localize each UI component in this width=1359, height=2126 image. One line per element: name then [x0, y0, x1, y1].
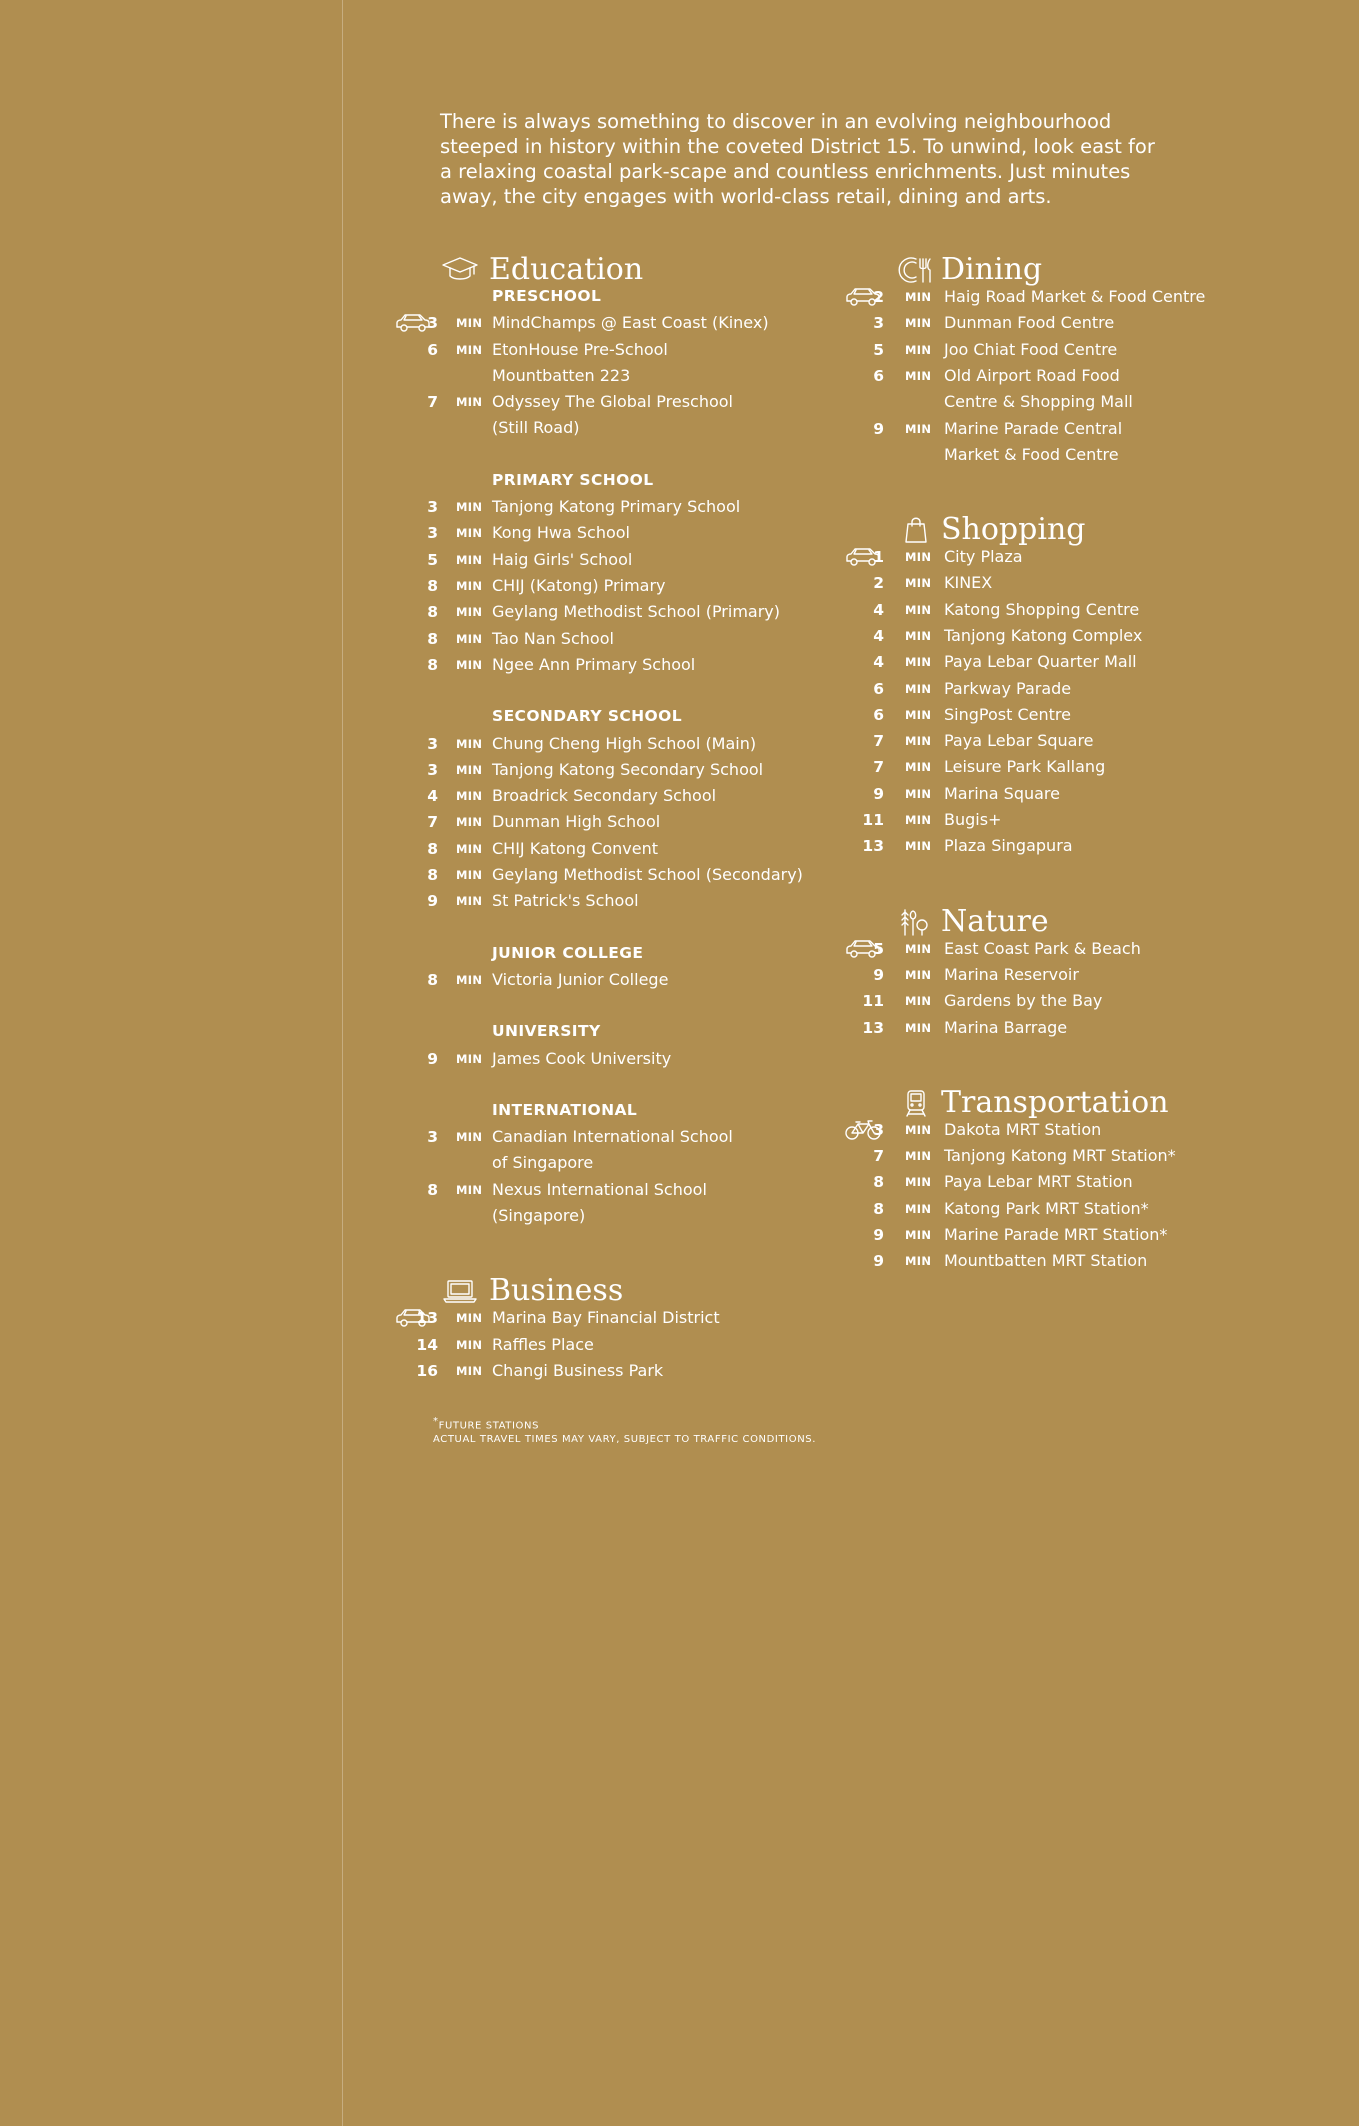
- destination-name: Marina Barrage: [944, 1017, 1068, 1037]
- destination-name: Paya Lebar Quarter Mall: [944, 652, 1137, 672]
- travel-minutes: 13: [862, 837, 884, 856]
- minutes-unit: MIN: [905, 681, 932, 696]
- travel-minutes: 8: [427, 839, 438, 858]
- destination-name: Plaza Singapura: [944, 836, 1073, 856]
- minutes-unit: MIN: [905, 316, 932, 331]
- destination-name: Geylang Methodist School (Primary): [492, 602, 781, 622]
- travel-minutes: 5: [427, 550, 438, 569]
- travel-minutes: 8: [427, 629, 438, 648]
- destination-name: Marine Parade MRT Station*: [944, 1225, 1168, 1245]
- minutes-unit: MIN: [905, 550, 932, 565]
- minutes-unit: MIN: [905, 1122, 932, 1137]
- minutes-unit: MIN: [456, 894, 483, 909]
- intro-paragraph: There is always something to discover in an evolving neighbourhood steeped in history within the coveted District 15. To unwind, look east for a relaxing coastal park-scape and countless enrichments. Just minutes away, the city engages with world-class retail, dining and arts.: [440, 110, 1155, 208]
- destination-name: Changi Business Park: [492, 1360, 664, 1380]
- travel-minutes: 8: [427, 866, 438, 884]
- minutes-unit: MIN: [905, 421, 932, 436]
- travel-minutes: 7: [873, 732, 884, 751]
- minutes-unit: MIN: [456, 1337, 483, 1352]
- destination-name: Tanjong Katong Secondary School: [492, 759, 764, 779]
- minutes-unit: MIN: [456, 1130, 483, 1145]
- destination-name: Joo Chiat Food Centre: [944, 339, 1118, 359]
- destination-name: Katong Shopping Centre: [944, 599, 1140, 619]
- destination-name: Marina Bay Financial District: [492, 1308, 720, 1328]
- destination-name: Haig Road Market & Food Centre: [944, 287, 1206, 306]
- minutes-unit: MIN: [456, 579, 483, 593]
- section-title: Nature: [941, 903, 1049, 939]
- travel-minutes: 6: [873, 679, 884, 698]
- minutes-unit: MIN: [456, 1363, 483, 1378]
- minutes-unit: MIN: [456, 605, 483, 620]
- travel-minutes: 8: [427, 970, 438, 989]
- destination-name: Haig Girls' School: [492, 549, 633, 569]
- section-title: Shopping: [941, 512, 1086, 548]
- minutes-unit: MIN: [905, 655, 932, 670]
- destination-name: Marine Parade Central: [944, 418, 1123, 438]
- minutes-unit: MIN: [905, 813, 932, 828]
- destination-name: CHIJ Katong Convent: [492, 838, 659, 858]
- asterisk-mark: *: [433, 1416, 439, 1427]
- destination-name: Leisure Park Kallang: [944, 757, 1106, 777]
- minutes-unit: MIN: [905, 1228, 932, 1243]
- destination-name: Dakota MRT Station: [944, 1119, 1102, 1139]
- destination-name: Dunman High School: [492, 812, 661, 832]
- travel-minutes: 9: [873, 1252, 884, 1271]
- destination-name: EtonHouse Pre-School: [492, 339, 668, 359]
- destination-name: Ngee Ann Primary School: [492, 654, 696, 674]
- subsection-title: INTERNATIONAL: [492, 1100, 638, 1119]
- destination-name: Tao Nan School: [492, 628, 614, 648]
- minutes-unit: MIN: [456, 1182, 483, 1197]
- subsection-title: JUNIOR COLLEGE: [492, 943, 644, 962]
- travel-minutes: 2: [873, 288, 884, 306]
- travel-minutes: 8: [427, 577, 438, 595]
- section-title: Education: [489, 252, 644, 287]
- travel-minutes: 3: [873, 1120, 884, 1139]
- subsection-title: SECONDARY SCHOOL: [492, 707, 682, 726]
- shopping-bag-icon: [896, 514, 936, 546]
- graduation-cap-icon: [440, 254, 480, 286]
- travel-minutes: 8: [873, 1199, 884, 1218]
- travel-minutes: 5: [873, 340, 884, 359]
- minutes-unit: MIN: [905, 342, 932, 357]
- destination-name: Dunman Food Centre: [944, 313, 1115, 333]
- minutes-unit: MIN: [456, 1311, 483, 1326]
- minutes-unit: MIN: [456, 1051, 483, 1066]
- minutes-unit: MIN: [905, 1254, 932, 1269]
- destination-name: Mountbatten 223: [492, 365, 631, 385]
- minutes-unit: MIN: [456, 500, 483, 515]
- future-stations-text: FUTURE STATIONS: [438, 1420, 540, 1432]
- dining-icon: [896, 254, 936, 286]
- travel-minutes: 7: [873, 1147, 884, 1166]
- travel-minutes: 13: [862, 1018, 884, 1037]
- destination-name: Tanjong Katong Complex: [944, 625, 1143, 645]
- travel-minutes: 5: [873, 939, 884, 958]
- destination-name: Paya Lebar Square: [944, 731, 1094, 751]
- travel-minutes: 4: [873, 600, 884, 619]
- travel-minutes: 6: [873, 366, 884, 385]
- travel-minutes: 16: [416, 1361, 438, 1380]
- minutes-unit: MIN: [905, 707, 932, 722]
- subsection-title: UNIVERSITY: [492, 1022, 601, 1041]
- destination-name: MindChamps @ East Coast (Kinex): [492, 313, 769, 333]
- destination-name: Chung Cheng High School (Main): [492, 733, 757, 753]
- subsection-title: PRESCHOOL: [492, 287, 602, 305]
- destination-name: Bugis+: [944, 810, 1002, 830]
- destination-name: (Singapore): [492, 1205, 586, 1225]
- minutes-unit: MIN: [456, 815, 483, 830]
- destination-name: Parkway Parade: [944, 678, 1072, 698]
- travel-minutes: 11: [862, 992, 884, 1011]
- travel-minutes: 6: [873, 705, 884, 724]
- travel-minutes: 3: [427, 498, 438, 517]
- travel-minutes: 9: [427, 1049, 438, 1068]
- disclaimer-note: ACTUAL TRAVEL TIMES MAY VARY, SUBJECT TO TRAFFIC CONDITIONS.: [433, 1434, 817, 1446]
- travel-minutes: 3: [427, 1128, 438, 1147]
- destination-name: Katong Park MRT Station*: [944, 1198, 1149, 1218]
- destination-name: Marina Reservoir: [944, 964, 1079, 984]
- laptop-icon: [440, 1275, 480, 1307]
- travel-minutes: 9: [873, 1226, 884, 1245]
- minutes-unit: MIN: [905, 839, 932, 854]
- travel-minutes: 8: [873, 1173, 884, 1192]
- travel-minutes: 8: [427, 655, 438, 674]
- destination-name: Tanjong Katong MRT Station*: [944, 1146, 1176, 1166]
- minutes-unit: MIN: [456, 395, 483, 410]
- destination-name: Marina Square: [944, 783, 1060, 803]
- travel-minutes: 9: [873, 419, 884, 438]
- destination-name: Gardens by the Bay: [944, 991, 1103, 1011]
- destination-name: of Singapore: [492, 1153, 594, 1173]
- travel-minutes: 9: [873, 965, 884, 984]
- travel-minutes: 3: [427, 524, 438, 543]
- travel-minutes: 7: [873, 758, 884, 777]
- travel-minutes: 7: [427, 813, 438, 832]
- travel-minutes: 2: [873, 574, 884, 593]
- minutes-unit: MIN: [456, 316, 483, 331]
- section-title: Transportation: [941, 1084, 1169, 1120]
- destination-name: Victoria Junior College: [492, 969, 669, 989]
- trees-icon: [896, 906, 936, 938]
- destination-name: East Coast Park & Beach: [944, 938, 1141, 958]
- travel-minutes: 4: [427, 787, 438, 806]
- minutes-unit: MIN: [456, 841, 483, 856]
- minutes-unit: MIN: [905, 734, 932, 749]
- minutes-unit: MIN: [905, 994, 932, 1009]
- travel-minutes: 6: [427, 340, 438, 359]
- travel-minutes: 11: [862, 811, 884, 830]
- travel-minutes: 3: [873, 314, 884, 333]
- travel-minutes: 8: [427, 603, 438, 622]
- minutes-unit: MIN: [905, 628, 932, 643]
- destination-name: Tanjong Katong Primary School: [492, 497, 741, 517]
- minutes-unit: MIN: [905, 967, 932, 982]
- minutes-unit: MIN: [905, 941, 932, 956]
- destination-name: Geylang Methodist School (Secondary): [492, 865, 803, 884]
- minutes-unit: MIN: [456, 868, 483, 882]
- minutes-unit: MIN: [456, 657, 483, 672]
- minutes-unit: MIN: [905, 1201, 932, 1216]
- destination-name: Odyssey The Global Preschool: [492, 392, 733, 412]
- minutes-unit: MIN: [905, 786, 932, 801]
- minutes-unit: MIN: [905, 290, 932, 304]
- subsection-title: PRIMARY SCHOOL: [492, 470, 654, 489]
- minutes-unit: MIN: [456, 342, 483, 357]
- travel-minutes: 3: [427, 314, 438, 333]
- destination-name: James Cook University: [492, 1048, 672, 1068]
- minutes-unit: MIN: [905, 1175, 932, 1190]
- destination-name: (Still Road): [492, 418, 580, 438]
- minutes-unit: MIN: [456, 526, 483, 541]
- footnotes: [433, 1415, 816, 1447]
- destination-name: Market & Food Centre: [944, 444, 1119, 464]
- travel-minutes: 9: [873, 784, 884, 803]
- section-title: Business: [489, 1273, 624, 1309]
- destination-name: Broadrick Secondary School: [492, 786, 717, 806]
- destination-name: Kong Hwa School: [492, 523, 630, 543]
- page-divider-line: [342, 0, 343, 2126]
- destination-name: City Plaza: [944, 547, 1023, 567]
- minutes-unit: MIN: [456, 762, 483, 777]
- destination-name: Canadian International School: [492, 1127, 733, 1147]
- minutes-unit: MIN: [905, 760, 932, 775]
- destination-name: SingPost Centre: [944, 704, 1071, 724]
- minutes-unit: MIN: [905, 368, 932, 383]
- destination-name: Old Airport Road Food: [944, 365, 1120, 385]
- destination-name: Mountbatten MRT Station: [944, 1251, 1148, 1271]
- minutes-unit: MIN: [905, 1149, 932, 1164]
- minutes-unit: MIN: [456, 789, 483, 804]
- minutes-unit: MIN: [905, 1020, 932, 1035]
- minutes-unit: MIN: [905, 576, 932, 591]
- travel-minutes: 14: [416, 1335, 438, 1354]
- minutes-unit: MIN: [905, 602, 932, 617]
- destination-name: CHIJ (Katong) Primary: [492, 576, 666, 595]
- train-icon: [896, 1087, 936, 1119]
- travel-minutes: 13: [416, 1309, 438, 1328]
- travel-minutes: 4: [873, 653, 884, 672]
- travel-minutes: 3: [427, 734, 438, 753]
- travel-minutes: 9: [427, 892, 438, 911]
- travel-minutes: 3: [427, 760, 438, 779]
- minutes-unit: MIN: [456, 736, 483, 751]
- travel-minutes: 7: [427, 393, 438, 412]
- destination-name: Centre & Shopping Mall: [944, 392, 1133, 412]
- minutes-unit: MIN: [456, 552, 483, 567]
- destination-name: Nexus International School: [492, 1179, 707, 1199]
- destination-name: Paya Lebar MRT Station: [944, 1172, 1133, 1192]
- destination-name: St Patrick's School: [492, 891, 639, 911]
- minutes-unit: MIN: [456, 972, 483, 987]
- minutes-unit: MIN: [456, 631, 483, 646]
- destination-name: KINEX: [944, 573, 993, 593]
- section-title: Dining: [941, 252, 1043, 287]
- travel-minutes: 8: [427, 1180, 438, 1199]
- travel-minutes: 4: [873, 626, 884, 645]
- destination-name: Raffles Place: [492, 1334, 594, 1354]
- future-stations-note: [433, 1415, 816, 1433]
- travel-minutes: 1: [873, 548, 884, 567]
